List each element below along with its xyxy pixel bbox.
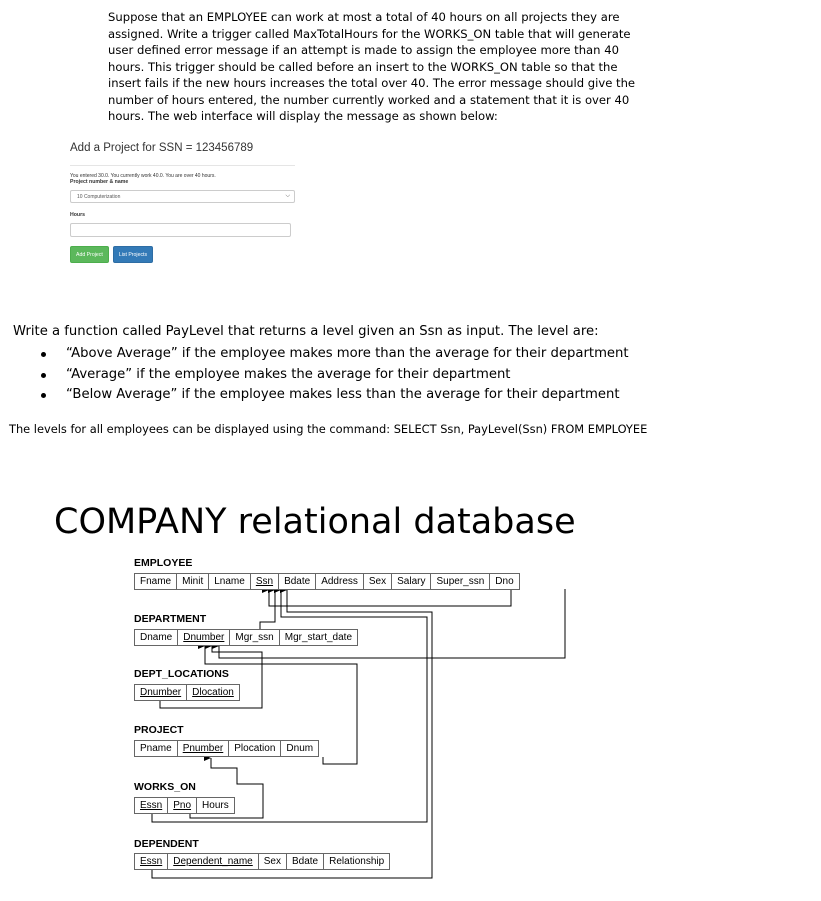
- chevron-down-icon: ⌵: [285, 193, 290, 199]
- levels-note: The levels for all employees can be displayed using the command: SELECT Ssn, PayLevel(Ssn) FROM EMPLOYEE: [9, 422, 648, 436]
- attribute: Mgr_start_date: [284, 632, 353, 643]
- relation-dept-locations: [134, 684, 240, 701]
- attribute: Mgr_ssn: [230, 630, 279, 645]
- project-label: Project number & name: [70, 179, 129, 185]
- attribute: Bdate: [287, 854, 324, 869]
- list-item: “Average” if the employee makes the average for their department: [40, 365, 629, 386]
- relation-project: [134, 740, 319, 757]
- attribute: Pname: [135, 741, 178, 756]
- attribute: Dno: [495, 576, 514, 587]
- attribute: Relationship: [329, 856, 385, 867]
- attribute: Salary: [392, 574, 431, 589]
- add-project-button[interactable]: Add Project: [70, 246, 109, 263]
- attribute: Dnum: [286, 743, 314, 754]
- relation-name-works-on: WORKS_ON: [134, 781, 196, 793]
- project-select-value: 10 Computerization: [77, 193, 121, 200]
- attribute: Fname: [135, 574, 177, 589]
- primary-key-attribute: Pno: [168, 798, 197, 813]
- paylevel-instructions: Write a function called PayLevel that returns a level given an Ssn as input. The level are:: [13, 324, 599, 339]
- schema-title: COMPANY relational database: [54, 502, 576, 542]
- attribute: Sex: [364, 574, 392, 589]
- attribute: Super_ssn: [431, 574, 490, 589]
- attribute: Bdate: [279, 574, 316, 589]
- relation-dependent: [134, 853, 390, 870]
- error-message: You entered 30.0. You currently work 40.0. You are over 40 hours.: [70, 173, 216, 179]
- primary-key-attribute: Dnumber: [135, 685, 187, 700]
- primary-key-attribute: Pnumber: [178, 741, 230, 756]
- list-item: “Below Average” if the employee makes less than the average for their department: [40, 385, 629, 406]
- list-item: “Above Average” if the employee makes more than the average for their department: [40, 344, 629, 365]
- attribute: Dname: [135, 630, 178, 645]
- attribute: Hours: [202, 800, 229, 811]
- primary-key-attribute: Dlocation: [192, 687, 234, 698]
- relation-works-on: [134, 797, 235, 814]
- relation-name-employee: EMPLOYEE: [134, 557, 193, 569]
- trigger-instructions: Suppose that an EMPLOYEE can work at most a total of 40 hours on all projects they are assigned. Write a trigger called MaxTotalHours for the WORKS_ON table that will generate user defined error message if an attempt is made to assign the employee more than 40 hours. This trigger should be called before an insert to the WORKS_ON table so that the insert fails if the new hours increases the total over 40. The error message should give the number of hours entered, the number currently worked and a statement that it is over 40 hours. The web interface will display the message as shown below:: [108, 10, 636, 123]
- attribute: Minit: [177, 574, 209, 589]
- primary-key-attribute: Ssn: [251, 574, 279, 589]
- attribute: Sex: [259, 854, 287, 869]
- relation-employee: [134, 573, 520, 590]
- hours-label: Hours: [70, 212, 85, 218]
- list-projects-button[interactable]: List Projects: [113, 246, 153, 263]
- relation-name-department: DEPARTMENT: [134, 613, 207, 625]
- relation-name-dependent: DEPENDENT: [134, 838, 199, 850]
- project-select[interactable]: [70, 190, 295, 203]
- primary-key-attribute: Dnumber: [178, 630, 230, 645]
- attribute: Plocation: [229, 741, 281, 756]
- primary-key-attribute: Essn: [135, 798, 168, 813]
- form-buttons: [70, 246, 295, 263]
- form-title: Add a Project for SSN = 123456789: [70, 142, 254, 154]
- primary-key-attribute: Essn: [135, 854, 168, 869]
- add-project-form: [70, 140, 295, 263]
- attribute: Address: [316, 574, 364, 589]
- attribute: Lname: [209, 574, 251, 589]
- relation-department: [134, 629, 358, 646]
- relation-name-dept-locations: DEPT_LOCATIONS: [134, 668, 229, 680]
- form-divider: [70, 165, 295, 166]
- hours-input[interactable]: [70, 223, 291, 237]
- primary-key-attribute: Dependent_name: [168, 854, 259, 869]
- paylevel-list: [40, 344, 629, 406]
- relation-name-project: PROJECT: [134, 724, 184, 736]
